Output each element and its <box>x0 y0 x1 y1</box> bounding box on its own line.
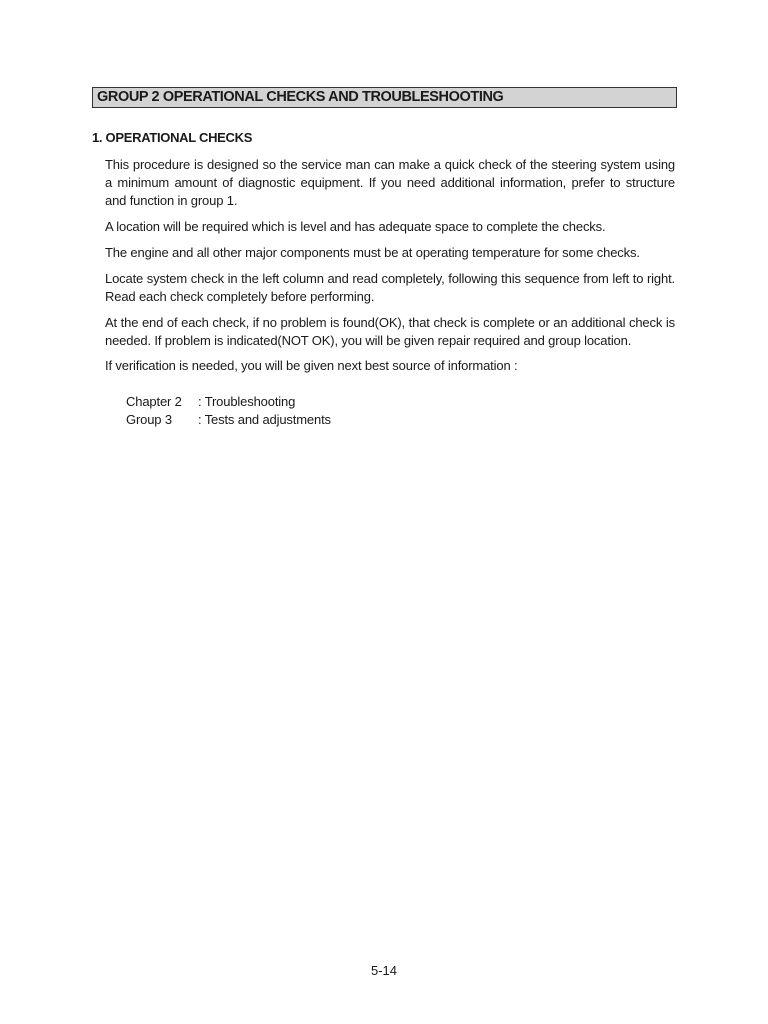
reference-key: Chapter 2 <box>126 394 182 409</box>
paragraph: If verification is needed, you will be given next best source of information : <box>105 358 518 373</box>
page-number: 5-14 <box>370 963 398 978</box>
paragraph: Locate system check in the left column and read completely, following this sequence from left to right. Read each check completely before performing. <box>105 271 675 304</box>
reference-value: : Troubleshooting <box>198 394 296 409</box>
group-header: GROUP 2 OPERATIONAL CHECKS AND TROUBLESHOOTING <box>92 87 677 108</box>
reference-row <box>126 411 331 429</box>
section-title: 1. OPERATIONAL CHECKS <box>92 130 253 145</box>
paragraph: The engine and all other major components must be at operating temperature for some checks. <box>105 245 640 260</box>
reference-value: : Tests and adjustments <box>198 412 331 427</box>
paragraph: A location will be required which is level and has adequate space to complete the checks. <box>105 219 606 234</box>
reference-row <box>126 393 295 411</box>
reference-key: Group 3 <box>126 412 172 427</box>
paragraph: This procedure is designed so the service man can make a quick check of the steering system using a minimum amount of diagnostic equipment. If you need additional information, prefer to structure and function in group 1. <box>105 157 675 208</box>
paragraph: At the end of each check, if no problem is found(OK), that check is complete or an additional check is needed. If problem is indicated(NOT OK), you will be given repair required and group location. <box>105 315 675 348</box>
